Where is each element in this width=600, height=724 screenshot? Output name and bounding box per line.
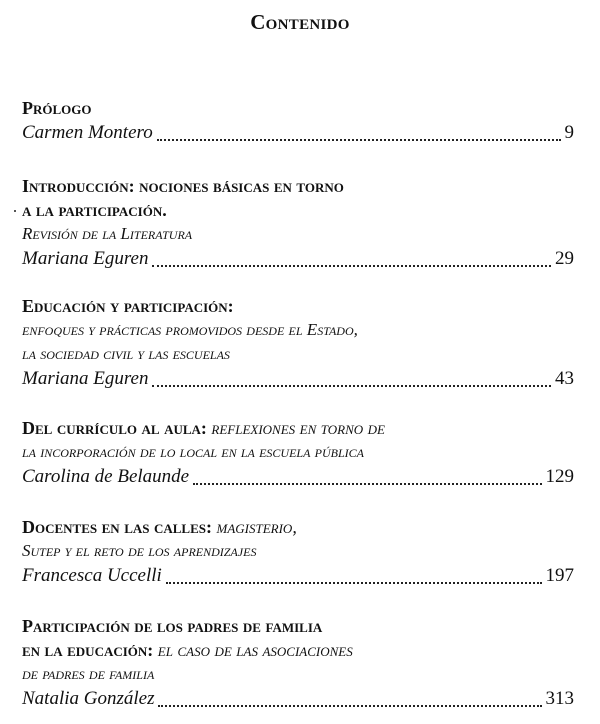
entry-author-line [22,464,574,490]
entry-subtitle-cont: la sociedad civil y las escuelas [22,344,230,363]
entry-author: Natalia González [22,688,155,709]
entry-page-number: 29 [555,248,574,269]
entry-author-line [22,120,574,146]
dot-leader [166,582,542,584]
entry-heading-cont [22,638,574,662]
dot-leader [152,265,551,267]
entry-heading-bold: Docentes en las calles: [22,517,212,537]
entry-subtitle: enfoques y prácticas promovidos desde el Estado, [22,320,358,339]
entry-page-number: 129 [545,466,574,487]
entry-page-number: 43 [555,368,574,389]
entry-heading: Participación de los padres de familia [22,616,323,636]
toc-entry-educacion[interactable] [22,294,574,392]
entry-heading-italic: reflexiones en torno de [206,418,385,438]
entry-author-line [22,563,574,589]
entry-author: Carmen Montero [22,122,153,143]
scan-mark [14,210,16,212]
page-title: Contenido [250,10,350,34]
entry-heading-italic: magisterio, [212,517,297,537]
entry-subtitle: la incorporación de lo local en la escuela pública [22,442,365,461]
entry-page-number: 313 [545,688,574,709]
entry-author: Mariana Eguren [22,248,149,269]
dot-leader [152,385,551,387]
entry-heading: Educación y participación: [22,296,234,316]
entry-author: Francesca Uccelli [22,565,162,586]
dot-leader [158,705,541,707]
entry-author: Mariana Eguren [22,368,149,389]
entry-author-line [22,366,574,392]
entry-subtitle: Revisión de la Literatura [22,224,193,243]
entry-heading: Prólogo [22,98,92,118]
entry-subtitle: Sutep y el reto de los aprendizajes [22,541,257,560]
entry-heading-cont: a la participación. [22,200,167,220]
dot-leader [157,139,561,141]
entry-author-line [22,246,574,272]
entry-author-line [22,686,574,712]
toc-entry-curriculo[interactable] [22,416,574,490]
entry-heading-bold: en la educación: [22,640,154,660]
entry-heading [22,416,574,440]
toc-entry-docentes[interactable] [22,515,574,589]
toc-entry-prologo[interactable] [22,96,574,146]
toc-entry-introduccion[interactable] [22,174,574,272]
toc-entry-padres[interactable] [22,614,574,712]
entry-author: Carolina de Belaunde [22,466,190,487]
entry-heading-italic: el caso de las asociaciones [153,640,353,660]
entry-subtitle: de padres de familia [22,664,155,683]
entry-page-number: 9 [564,122,574,143]
dot-leader [193,483,541,485]
entry-heading [22,515,574,539]
entry-heading: Introducción: nociones básicas en torno [22,176,344,196]
entry-page-number: 197 [545,565,574,586]
entry-heading-bold: Del currículo al aula: [22,418,207,438]
